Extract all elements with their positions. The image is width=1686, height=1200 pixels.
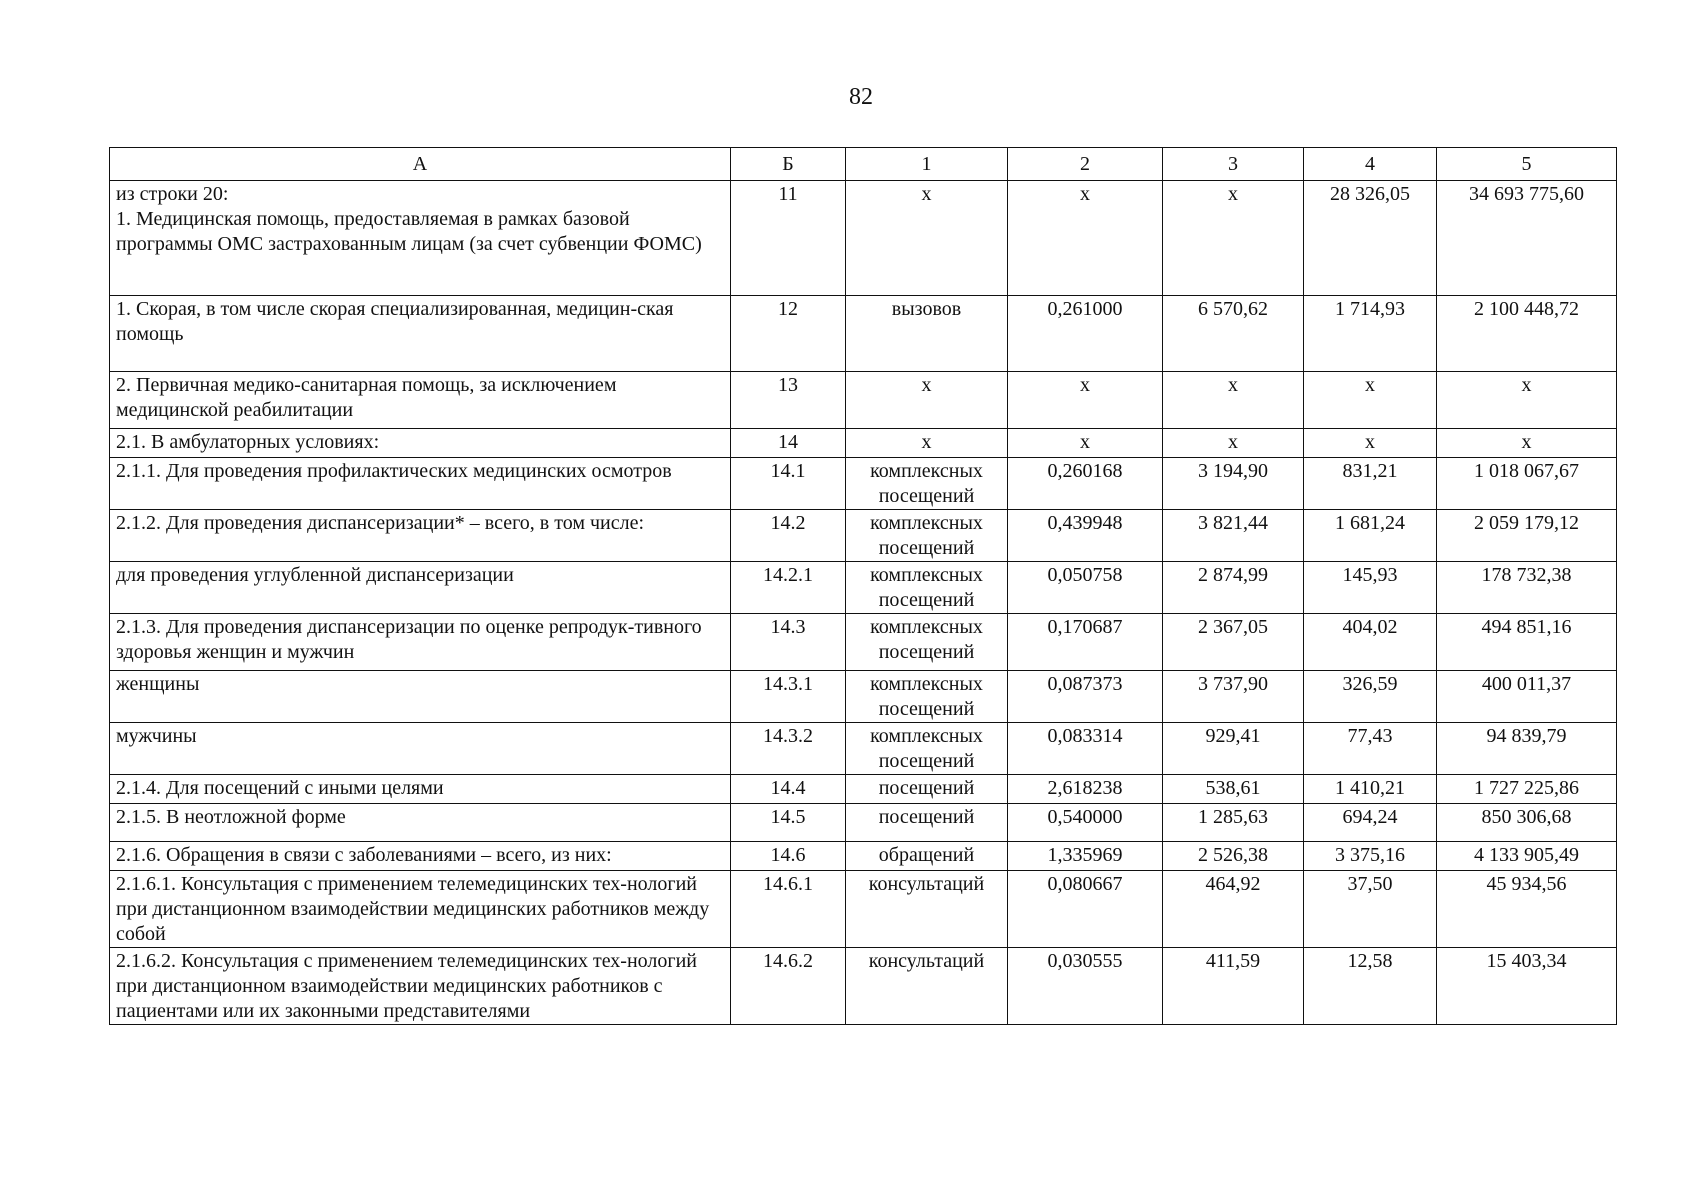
- value-cell-4: 326,59: [1304, 671, 1437, 723]
- unit-cell: комплексных посещений: [846, 723, 1008, 775]
- table-row: [110, 296, 1617, 372]
- value-cell-5: 850 306,68: [1437, 804, 1617, 842]
- header-cell-1: 1: [846, 148, 1008, 181]
- value-cell-5: 2 059 179,12: [1437, 510, 1617, 562]
- row-label-cell: мужчины: [110, 723, 731, 775]
- value-cell-5: 2 100 448,72: [1437, 296, 1617, 372]
- row-code-cell: 14.6.2: [731, 948, 846, 1025]
- table-row: [110, 562, 1617, 614]
- value-cell-2: х: [1008, 429, 1163, 458]
- value-cell-2: 0,540000: [1008, 804, 1163, 842]
- value-cell-3: 929,41: [1163, 723, 1304, 775]
- header-cell-3: 3: [1163, 148, 1304, 181]
- value-cell-3: 3 737,90: [1163, 671, 1304, 723]
- row-label-cell: из строки 20: 1. Медицинская помощь, предоставляемая в рамках базовой программы ОМС застрахованным лицам (за счет субвенции ФОМС): [110, 181, 731, 296]
- table-row: [110, 372, 1617, 429]
- unit-cell: комплексных посещений: [846, 614, 1008, 671]
- value-cell-3: 1 285,63: [1163, 804, 1304, 842]
- value-cell-5: 400 011,37: [1437, 671, 1617, 723]
- row-label-cell: 2. Первичная медико-санитарная помощь, за исключением медицинской реабилитации: [110, 372, 731, 429]
- table-row: [110, 842, 1617, 871]
- row-label-cell: 2.1.6.2. Консультация с применением телемедицинских тех-нологий при дистанционном взаимодействии медицинских работников с пациентами или их законными представителями: [110, 948, 731, 1025]
- unit-cell: х: [846, 372, 1008, 429]
- value-cell-5: 94 839,79: [1437, 723, 1617, 775]
- value-cell-4: 28 326,05: [1304, 181, 1437, 296]
- row-code-cell: 12: [731, 296, 846, 372]
- value-cell-4: 37,50: [1304, 871, 1437, 948]
- value-cell-2: 0,439948: [1008, 510, 1163, 562]
- unit-cell: посещений: [846, 775, 1008, 804]
- value-cell-5: 494 851,16: [1437, 614, 1617, 671]
- row-code-cell: 14.6.1: [731, 871, 846, 948]
- row-label-cell: 1. Скорая, в том числе скорая специализированная, медицин-ская помощь: [110, 296, 731, 372]
- value-cell-4: 1 681,24: [1304, 510, 1437, 562]
- table-row: [110, 614, 1617, 671]
- value-cell-3: 3 194,90: [1163, 458, 1304, 510]
- value-cell-2: 1,335969: [1008, 842, 1163, 871]
- row-code-cell: 14.4: [731, 775, 846, 804]
- value-cell-5: х: [1437, 372, 1617, 429]
- row-code-cell: 14.3: [731, 614, 846, 671]
- value-cell-3: 2 874,99: [1163, 562, 1304, 614]
- value-cell-5: х: [1437, 429, 1617, 458]
- unit-cell: консультаций: [846, 948, 1008, 1025]
- value-cell-4: 831,21: [1304, 458, 1437, 510]
- table-row: [110, 458, 1617, 510]
- unit-cell: х: [846, 429, 1008, 458]
- value-cell-4: 1 714,93: [1304, 296, 1437, 372]
- value-cell-2: 0,087373: [1008, 671, 1163, 723]
- value-cell-3: 2 526,38: [1163, 842, 1304, 871]
- row-code-cell: 14.2: [731, 510, 846, 562]
- value-cell-2: 0,030555: [1008, 948, 1163, 1025]
- value-cell-3: х: [1163, 181, 1304, 296]
- table-row: [110, 723, 1617, 775]
- row-code-cell: 11: [731, 181, 846, 296]
- row-label-cell: для проведения углубленной диспансеризации: [110, 562, 731, 614]
- row-label-cell: 2.1.6. Обращения в связи с заболеваниями – всего, из них:: [110, 842, 731, 871]
- value-cell-5: 45 934,56: [1437, 871, 1617, 948]
- row-code-cell: 14.6: [731, 842, 846, 871]
- row-label-cell: 2.1.1. Для проведения профилактических медицинских осмотров: [110, 458, 731, 510]
- header-cell-a: А: [110, 148, 731, 181]
- value-cell-4: 1 410,21: [1304, 775, 1437, 804]
- value-cell-4: 404,02: [1304, 614, 1437, 671]
- value-cell-3: 538,61: [1163, 775, 1304, 804]
- value-cell-5: 15 403,34: [1437, 948, 1617, 1025]
- value-cell-2: х: [1008, 181, 1163, 296]
- table-row: [110, 775, 1617, 804]
- unit-cell: комплексных посещений: [846, 510, 1008, 562]
- unit-cell: комплексных посещений: [846, 458, 1008, 510]
- row-label-cell: 2.1.4. Для посещений с иными целями: [110, 775, 731, 804]
- value-cell-2: 0,080667: [1008, 871, 1163, 948]
- row-code-cell: 13: [731, 372, 846, 429]
- value-cell-5: 1 727 225,86: [1437, 775, 1617, 804]
- unit-cell: консультаций: [846, 871, 1008, 948]
- value-cell-2: 0,083314: [1008, 723, 1163, 775]
- table-row: [110, 804, 1617, 842]
- value-cell-3: х: [1163, 429, 1304, 458]
- table-row: [110, 871, 1617, 948]
- value-cell-4: 77,43: [1304, 723, 1437, 775]
- row-label-cell: 2.1. В амбулаторных условиях:: [110, 429, 731, 458]
- unit-cell: комплексных посещений: [846, 562, 1008, 614]
- value-cell-2: 0,050758: [1008, 562, 1163, 614]
- row-label-cell: 2.1.5. В неотложной форме: [110, 804, 731, 842]
- value-cell-2: 2,618238: [1008, 775, 1163, 804]
- table-row: [110, 429, 1617, 458]
- row-label-cell: 2.1.2. Для проведения диспансеризации* – всего, в том числе:: [110, 510, 731, 562]
- value-cell-3: 3 821,44: [1163, 510, 1304, 562]
- row-label-cell: женщины: [110, 671, 731, 723]
- unit-cell: вызовов: [846, 296, 1008, 372]
- value-cell-4: 12,58: [1304, 948, 1437, 1025]
- row-label-cell: 2.1.6.1. Консультация с применением телемедицинских тех-нологий при дистанционном взаимодействии медицинских работников между собой: [110, 871, 731, 948]
- value-cell-2: 0,261000: [1008, 296, 1163, 372]
- unit-cell: посещений: [846, 804, 1008, 842]
- unit-cell: х: [846, 181, 1008, 296]
- row-code-cell: 14.3.2: [731, 723, 846, 775]
- header-row: [110, 148, 1617, 181]
- header-cell-2: 2: [1008, 148, 1163, 181]
- value-cell-3: 464,92: [1163, 871, 1304, 948]
- header-cell-5: 5: [1437, 148, 1617, 181]
- value-cell-3: х: [1163, 372, 1304, 429]
- value-cell-5: 1 018 067,67: [1437, 458, 1617, 510]
- header-cell-b: Б: [731, 148, 846, 181]
- row-code-cell: 14.2.1: [731, 562, 846, 614]
- value-cell-2: 0,260168: [1008, 458, 1163, 510]
- table-row: [110, 948, 1617, 1025]
- value-cell-5: 178 732,38: [1437, 562, 1617, 614]
- value-cell-4: 3 375,16: [1304, 842, 1437, 871]
- table-row: [110, 181, 1617, 296]
- row-code-cell: 14.1: [731, 458, 846, 510]
- table-row: [110, 510, 1617, 562]
- value-cell-4: 145,93: [1304, 562, 1437, 614]
- page-number: 82: [849, 84, 873, 110]
- value-cell-5: 34 693 775,60: [1437, 181, 1617, 296]
- row-label-cell: 2.1.3. Для проведения диспансеризации по оценке репродук-тивного здоровья женщин и мужчин: [110, 614, 731, 671]
- value-cell-3: 6 570,62: [1163, 296, 1304, 372]
- header-cell-4: 4: [1304, 148, 1437, 181]
- value-cell-4: х: [1304, 372, 1437, 429]
- unit-cell: комплексных посещений: [846, 671, 1008, 723]
- row-code-cell: 14.3.1: [731, 671, 846, 723]
- value-cell-3: 2 367,05: [1163, 614, 1304, 671]
- data-table: [109, 147, 1617, 1025]
- row-code-cell: 14: [731, 429, 846, 458]
- value-cell-5: 4 133 905,49: [1437, 842, 1617, 871]
- table-row: [110, 671, 1617, 723]
- value-cell-4: х: [1304, 429, 1437, 458]
- table-body: [110, 181, 1617, 1025]
- unit-cell: обращений: [846, 842, 1008, 871]
- value-cell-2: х: [1008, 372, 1163, 429]
- value-cell-3: 411,59: [1163, 948, 1304, 1025]
- row-code-cell: 14.5: [731, 804, 846, 842]
- value-cell-2: 0,170687: [1008, 614, 1163, 671]
- value-cell-4: 694,24: [1304, 804, 1437, 842]
